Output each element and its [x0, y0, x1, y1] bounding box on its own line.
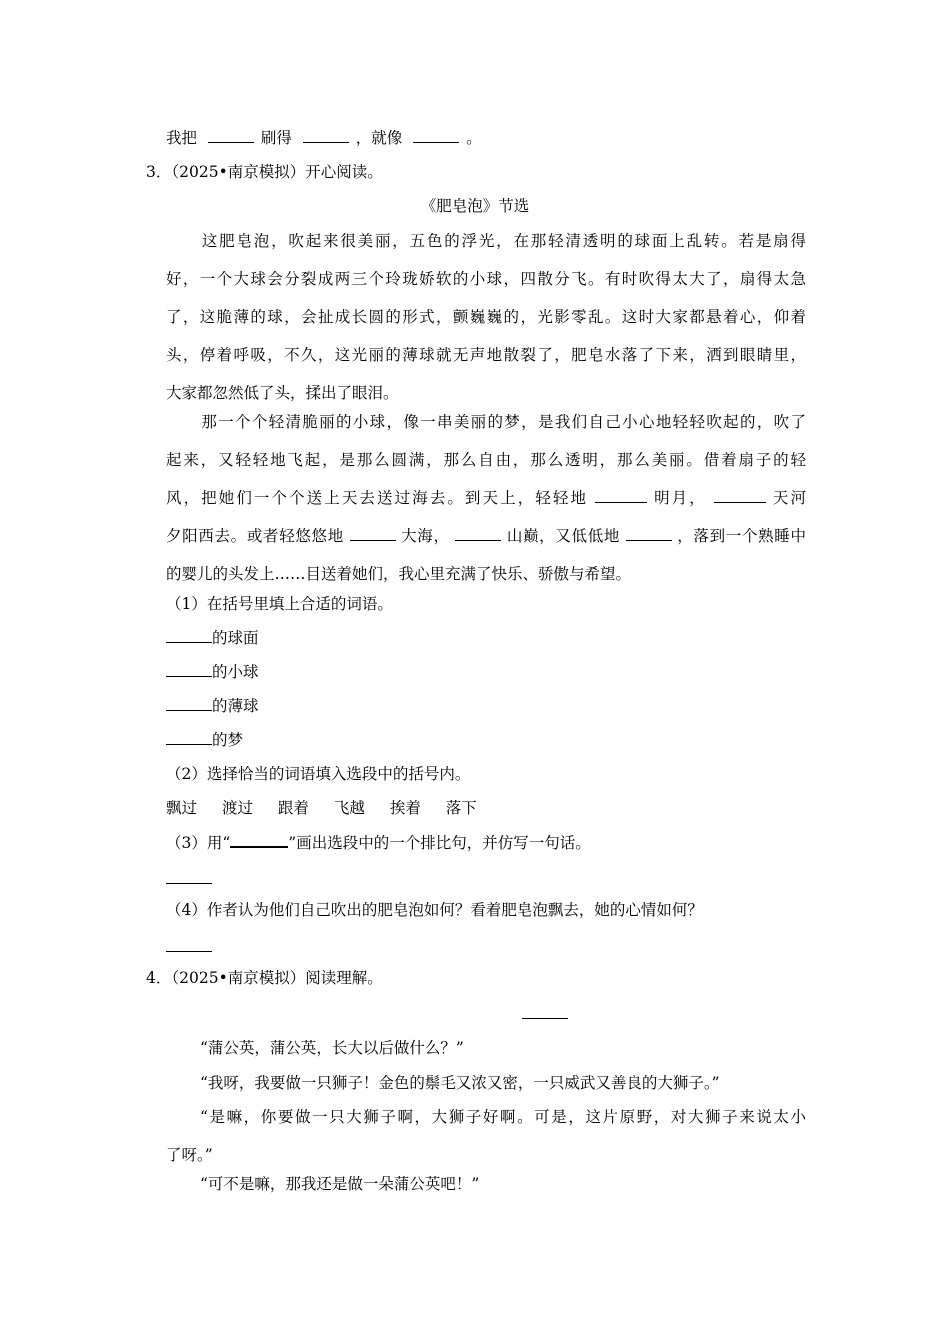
sub-question-1: （1）在括号里填上合适的词语。: [166, 595, 393, 613]
fill-item: 的薄球: [166, 696, 259, 716]
answer-blank[interactable]: [303, 128, 349, 143]
sub-question-2: （2）选择恰当的词语填入选段中的括号内。: [166, 765, 471, 783]
top-fill-line: 我把 刷得 ，就像 。: [166, 129, 482, 147]
question-3-header: [146, 162, 383, 182]
answer-line[interactable]: [166, 883, 212, 884]
word-option: 飞越: [333, 799, 365, 817]
answer-blank[interactable]: [714, 488, 766, 503]
sub-question-4: （4）作者认为他们自己吹出的肥皂泡如何？看着肥皂泡飘去，她的心情如何？: [166, 901, 703, 919]
question-number: 3．: [146, 163, 172, 181]
answer-blank[interactable]: [208, 128, 254, 143]
answer-blank[interactable]: [455, 526, 501, 541]
answer-blank[interactable]: [595, 488, 647, 503]
word-option: 跟着: [277, 799, 309, 817]
passage-title: 《肥皂泡》节选: [420, 197, 530, 215]
fill-item: 的球面: [166, 628, 259, 648]
answer-blank[interactable]: [350, 526, 396, 541]
question-4-header: [146, 968, 383, 988]
word-option: 渡过: [221, 799, 253, 817]
answer-blank[interactable]: [413, 128, 459, 143]
answer-blank[interactable]: [626, 526, 672, 541]
passage-paragraph-1: 这肥皂泡，吹起来很美丽，五色的浮光，在那轻清透明的球面上乱转。若是扇得 好，一个大球会分裂成两三个玲珑娇软的小球，四散分飞。有时吹得太大了，扇得太急 了，这脆薄的球，会扯成长圆的形式，颤巍巍的，光影零乱。这时大家都悬着心，仰着 头，停着呼吸，不久，这光丽的薄球就无声地散裂了，肥皂水落了下来，洒到眼睛里， 大家都忽然低了头，揉出了眼泪。: [166, 232, 806, 402]
answer-line[interactable]: [166, 951, 212, 952]
word-option: 落下: [445, 799, 477, 817]
answer-blank[interactable]: [166, 730, 212, 745]
sub-question-3: （3）用“ ”画出选段中的一个排比句，并仿写一句话。: [166, 834, 591, 852]
dialogue-line: “可不是嘛，那我还是做一朵蒲公英吧！”: [200, 1175, 480, 1193]
question-number: 4．: [146, 969, 172, 987]
fill-item: 的小球: [166, 662, 259, 682]
dialogue-line: “蒲公英，蒲公英，长大以后做什么？”: [200, 1039, 464, 1057]
question-source: （2025•南京模拟）阅读理解。: [171, 969, 383, 987]
word-option: 飘过: [166, 799, 198, 817]
word-bank: [166, 798, 477, 818]
dialogue-paragraph: “是嘛，你要做一只大狮子啊，大狮子好啊。可是，这片原野，对大狮子来说太小 了呀。”: [166, 1108, 806, 1164]
fill-item: 的梦: [166, 730, 243, 750]
answer-blank[interactable]: [166, 696, 212, 711]
answer-blank[interactable]: [166, 628, 212, 643]
underline-sample: [230, 832, 288, 848]
passage-paragraph-2: 那一个个轻清脆丽的小球，像一串美丽的梦，是我们自己小心地轻轻吹起的，吹了 起来，又轻轻地飞起，是那么圆满，那么自由，那么透明，那么美丽。借着扇子的轻 风，把她们一个个送上天去送过海去。到天上，轻轻地 明月， 天河 夕阳西去。或者轻悠悠地 大海， 山巅，又低低地 ，落到一个熟睡中 的婴儿的头发上……目送着她们，我心里充满了快乐、骄傲与希望。: [166, 413, 806, 583]
dialogue-line: “我呀，我要做一只狮子！金色的鬃毛又浓又密，一只威武又善良的大狮子。”: [200, 1074, 720, 1092]
word-option: 挨着: [389, 799, 421, 817]
answer-blank[interactable]: [166, 662, 212, 677]
title-blank[interactable]: [522, 1018, 568, 1019]
question-source: （2025•南京模拟）开心阅读。: [171, 163, 383, 181]
